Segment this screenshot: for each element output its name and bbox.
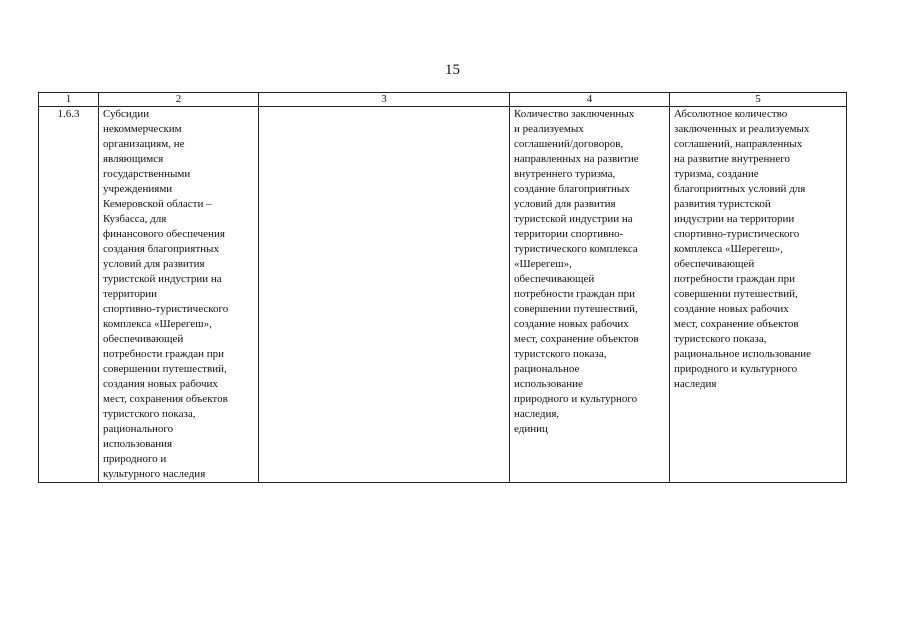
table-row [39, 107, 847, 483]
method-text: Абсолютное количество заключенных и реализуемых соглашений, направленных на развитие внутреннего туризма, создание благоприятных условий для развития туристской индустрии на территории спортивно-туристического комплекса «Шерегеш», обеспечивающей потребности граждан при совершении путешествий, создание новых рабочих мест, сохранение объектов туристского показа, рациональное использование природного и культурного наследия [674, 108, 812, 390]
row-code-cell [39, 107, 99, 483]
method-cell [670, 107, 847, 483]
header-cell-5: 5 [670, 93, 847, 107]
empty-cell-3 [259, 107, 510, 483]
header-cell-3: 3 [259, 93, 510, 107]
description-text: Субсидии некоммерческим организациям, не являющимся государственными учреждениями Кемеровской области – Кузбасса, для финансового обеспечения создания благоприятных условий для развития туристской индустрии на территории спортивно-туристического комплекса «Шерегеш», обеспечивающей потребности граждан при совершении путешествий, создания новых рабочих мест, сохранения объектов туристского показа, рационального использования природного и культурного наследия [103, 108, 229, 480]
header-cell-2: 2 [99, 93, 259, 107]
table-header-row [39, 93, 847, 107]
indicator-cell [510, 107, 670, 483]
page-number: 15 [445, 62, 460, 78]
indicator-text: Количество заключенных и реализуемых соглашений/договоров, направленных на развитие внутреннего туризма, создание благоприятных условий для развития туристской индустрии на территории спортивно- туристического комплекса «Шерегеш», обеспечивающей потребности граждан при совершении путешествий, создание новых рабочих мест, сохранение объектов туристского показа, рациональное использование природного и культурного наследия, единиц [514, 108, 639, 435]
header-cell-4: 4 [510, 93, 670, 107]
description-cell [99, 107, 259, 483]
header-cell-1: 1 [39, 93, 99, 107]
row-code: 1.6.3 [57, 108, 80, 120]
document-table [38, 92, 847, 483]
